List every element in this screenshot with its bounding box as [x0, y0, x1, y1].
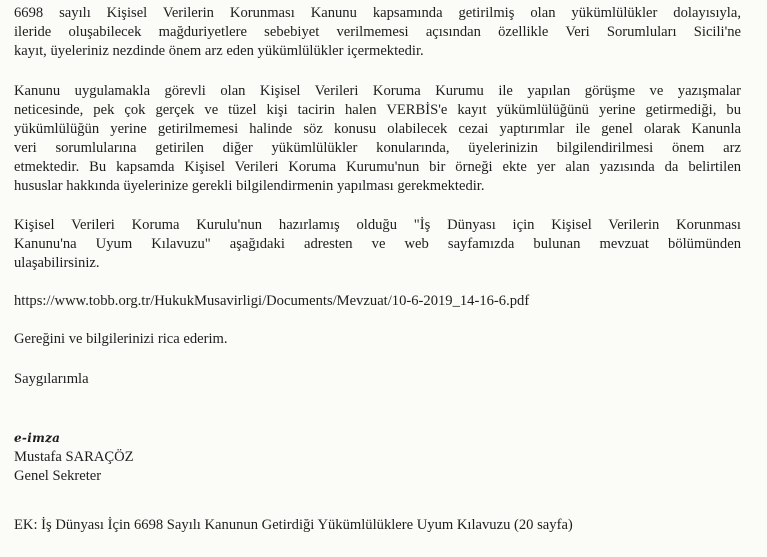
paragraph-line: veri sorumlularına getirilen diğer yükümlülükler konularında, üyelerinizin bilgilendirilmesi önem arz [14, 140, 741, 156]
paragraph-line: kayıt, üyeleriniz nezdinde önem arz eden yükümlülükler içermektedir. [14, 43, 424, 59]
paragraph-line: neticesinde, pek çok gerçek ve tüzel kişi tacirin halen VERBİS'e kayıt yükümlülüğünü yerine getirmediği, bu [14, 102, 741, 118]
paragraph-line: hususlar hakkında üyelerinize gerekli bilgilendirmenin yapılması gerekmektedir. [14, 178, 485, 194]
signer-title-text: Genel Sekreter [14, 468, 102, 484]
paragraph-compliance-guide [14, 216, 741, 273]
signer-name-text: Mustafa SARAÇÖZ [14, 449, 134, 465]
paragraph-line: yükümlülüğün yerine getirilmemesi halinde söz konusu olabilecek cezai yaptırımlar ile genel olarak Kanunla [14, 121, 741, 137]
regards-text: Saygılarımla [14, 371, 89, 387]
paragraph-verbis-registration [14, 82, 741, 196]
e-signature-mark [14, 429, 741, 448]
signer-title [14, 467, 741, 486]
signer-name [14, 448, 741, 467]
regards [14, 370, 741, 389]
paragraph-kvkk-obligations [14, 4, 741, 61]
closing-text: Gereğini ve bilgilerinizi rica ederim. [14, 331, 228, 347]
paragraph-line: etmektedir. Bu kapsamda Kişisel Verileri Koruma Kurumu'nun bir örneği ekte yer alan yazısında da belirtilen [14, 159, 741, 175]
paragraph-line: Kişisel Verileri Koruma Kurulu'nun hazırlamış olduğu "İş Dünyası için Kişisel Verilerin Korunması [14, 217, 741, 233]
guide-url [14, 292, 741, 311]
paragraph-line: ulaşabilirsiniz. [14, 255, 100, 271]
url-text: https://www.tobb.org.tr/HukukMusavirligi/Documents/Mevzuat/10-6-2019_14-16-6.pdf [14, 293, 530, 309]
attachment-note [14, 516, 741, 535]
attachment-text: EK: İş Dünyası İçin 6698 Sayılı Kanunun Getirdiği Yükümlülüklere Uyum Kılavuzu (20 sayfa) [14, 517, 573, 533]
e-signature-text: e-imza [14, 431, 61, 445]
paragraph-line: ileride oluşabilecek mağduriyetlere sebebiyet verilmemesi açısından özellikle Veri Sorumluları Sicili'ne [14, 24, 741, 40]
paragraph-line: 6698 sayılı Kişisel Verilerin Korunması Kanunu kapsamında getirilmiş olan yükümlülükler dolayısıyla, [14, 5, 741, 21]
closing-sentence [14, 330, 741, 349]
paragraph-line: Kanunu uygulamakla görevli olan Kişisel Verileri Koruma Kurumu ile yapılan görüşme ve yazışmalar [14, 83, 741, 99]
paragraph-line: Kanunu'na Uyum Kılavuzu" aşağıdaki adresten ve web sayfamızda bulunan mevzuat bölümünden [14, 236, 741, 252]
